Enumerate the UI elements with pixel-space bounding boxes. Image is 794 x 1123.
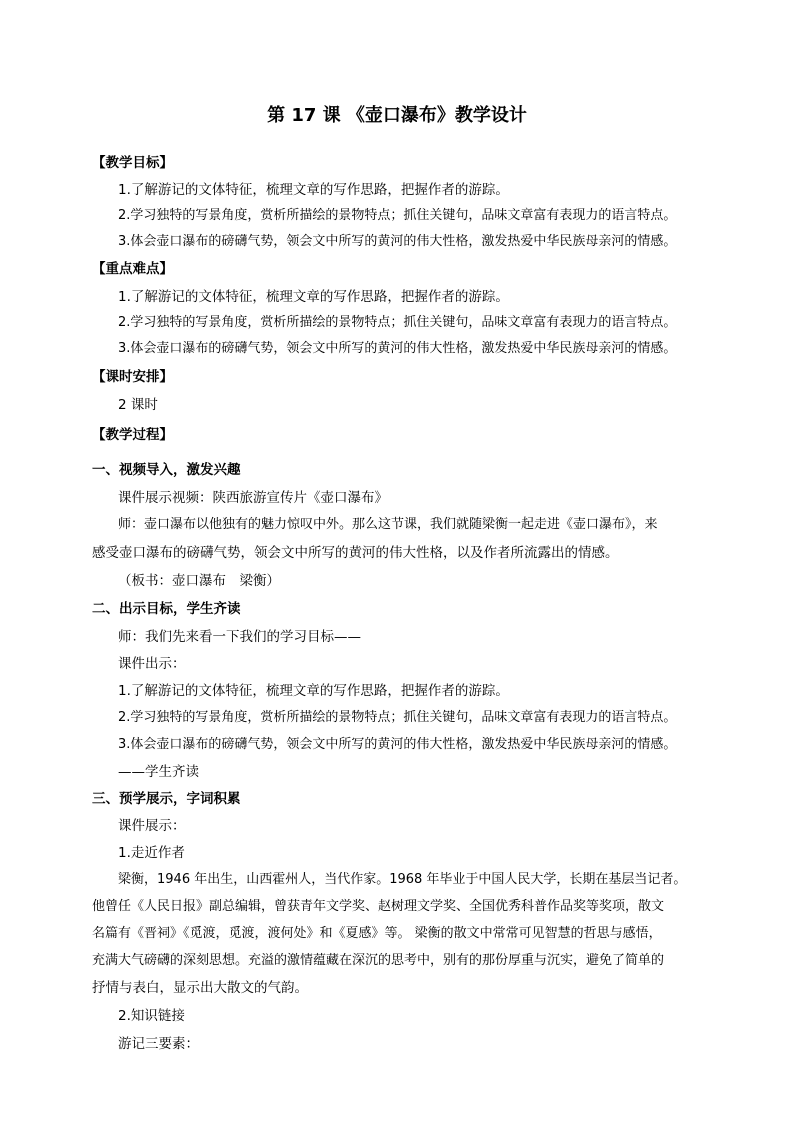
paragraph-line: （板书：壶口瀑布 梁衡）: [118, 573, 280, 589]
paragraph-line: 师：我们先来看一下我们的学习目标——: [118, 629, 361, 645]
key-item: 3.体会壶口瀑布的磅礴气势，领会文中所写的黄河的伟大性格，激发热爱中华民族母亲河的情感。: [118, 341, 677, 356]
paragraph-line: 他曾任《人民日报》副总编辑，曾获青年文学奖、赵树理文学奖、全国优秀科普作品奖等奖项，散文: [92, 899, 665, 914]
goal-item: 1.了解游记的文体特征，梳理文章的写作思路，把握作者的游踪。: [118, 182, 509, 198]
schedule-text: 2 课时: [118, 397, 158, 413]
paragraph-line: 名篇有《晋祠》《觅渡，觅渡，渡何处》和《夏感》等。 梁衡的散文中常常可见智慧的哲思与感悟，: [92, 926, 662, 941]
paragraph-line: 课件出示：: [118, 656, 186, 672]
paragraph-line: 2.知识链接: [118, 1008, 185, 1024]
paragraph-line: 课件展示视频：陕西旅游宣传片《壶口瀑布》: [118, 490, 388, 506]
part3-heading: 三、预学展示，字词积累: [92, 791, 241, 807]
paragraph-line: 抒情与表白，显示出大散文的气韵。: [92, 980, 308, 996]
key-item: 2.学习独特的写景角度，赏析所描绘的景物特点；抓住关键句，品味文章富有表现力的语言特点。: [118, 315, 677, 330]
schedule-heading: 【课时安排】: [92, 369, 173, 385]
paragraph-line: 课件展示：: [118, 818, 186, 834]
paragraph-line: 2.学习独特的写景角度，赏析所描绘的景物特点；抓住关键句，品味文章富有表现力的语言特点。: [118, 710, 677, 725]
key-item: 1.了解游记的文体特征，梳理文章的写作思路，把握作者的游踪。: [118, 289, 509, 305]
process-heading: 【教学过程】: [92, 427, 173, 443]
paragraph-line: 梁衡，1946 年出生，山西霍州人，当代作家。1968 年毕业于中国人民大学，长期在基层当记者。: [118, 872, 687, 887]
part1-heading: 一、视频导入，激发兴趣: [92, 462, 241, 478]
goal-item: 2.学习独特的写景角度，赏析所描绘的景物特点；抓住关键句，品味文章富有表现力的语言特点。: [118, 208, 677, 223]
paragraph-line: 1.走近作者: [118, 845, 185, 861]
paragraph-line: 1.了解游记的文体特征，梳理文章的写作思路，把握作者的游踪。: [118, 683, 509, 699]
goal-item: 3.体会壶口瀑布的磅礴气势，领会文中所写的黄河的伟大性格，激发热爱中华民族母亲河的情感。: [118, 234, 677, 249]
paragraph-line: 3.体会壶口瀑布的磅礴气势，领会文中所写的黄河的伟大性格，激发热爱中华民族母亲河的情感。: [118, 737, 677, 752]
part2-heading: 二、出示目标，学生齐读: [92, 601, 241, 617]
key-heading: 【重点难点】: [92, 261, 173, 277]
paragraph-line: 师：壶口瀑布以他独有的魅力惊叹中外。那么这节课，我们就随梁衡一起走进《壶口瀑布》，来: [118, 517, 658, 532]
page-title: 第 17 课 《壶口瀑布》教学设计: [267, 105, 527, 126]
paragraph-line: 感受壶口瀑布的磅礴气势，领会文中所写的黄河的伟大性格，以及作者所流露出的情感。: [92, 545, 619, 561]
goals-heading: 【教学目标】: [92, 155, 173, 171]
paragraph-line: 游记三要素：: [118, 1036, 199, 1052]
paragraph-line: 充满大气磅礴的深刻思想。充溢的激情蕴藏在深沉的思考中，别有的那份厚重与沉实，避免了简单的: [92, 953, 665, 968]
paragraph-line: ——学生齐读: [118, 764, 199, 780]
